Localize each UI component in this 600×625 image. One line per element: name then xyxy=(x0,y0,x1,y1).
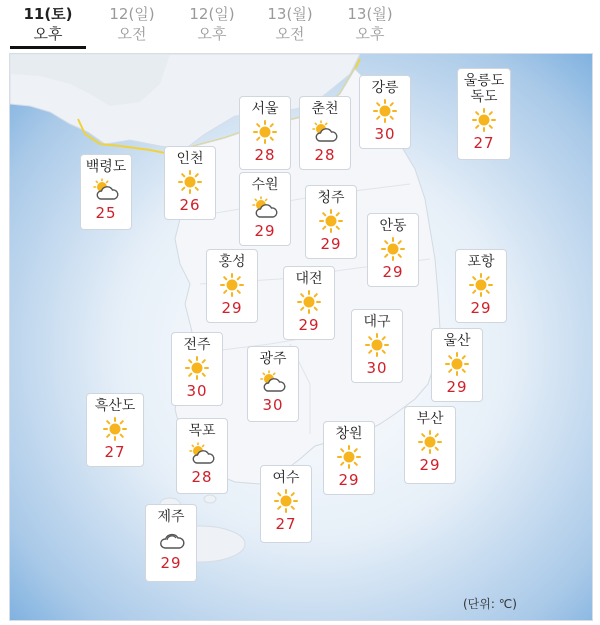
city-temp: 30 xyxy=(366,359,388,377)
city-name: 울릉도 독도 xyxy=(463,73,505,105)
city-temp: 28 xyxy=(254,146,276,164)
tab-period: 오전 xyxy=(117,25,147,43)
city-temp: 29 xyxy=(298,316,320,334)
city-temp: 30 xyxy=(374,125,396,143)
sun-icon xyxy=(445,352,469,376)
city-temp: 27 xyxy=(104,443,126,461)
city-temp: 29 xyxy=(160,554,182,572)
city-name: 대구 xyxy=(363,314,391,330)
city-name: 홍성 xyxy=(218,254,246,270)
tab-period: 오후 xyxy=(197,25,227,43)
tab-day: 13(월) xyxy=(347,5,393,23)
tab-day: 12(일) xyxy=(109,5,155,23)
sun-icon xyxy=(381,237,405,261)
city-card-chuncheon[interactable] xyxy=(299,96,351,170)
city-temp: 29 xyxy=(446,378,468,396)
tab-13-mon-pm[interactable] xyxy=(330,4,410,44)
sun-icon xyxy=(365,333,389,357)
city-temp: 27 xyxy=(473,134,495,152)
partly-cloudy-icon xyxy=(312,120,338,144)
partly-cloudy-icon xyxy=(252,196,278,220)
city-card-hongseong[interactable] xyxy=(206,249,258,323)
city-name: 전주 xyxy=(183,337,211,353)
time-tabs xyxy=(0,0,600,52)
city-name: 청주 xyxy=(317,190,345,206)
city-card-busan[interactable] xyxy=(404,406,456,484)
tab-13-mon-am[interactable] xyxy=(250,4,330,44)
tab-period: 오전 xyxy=(275,25,305,43)
city-card-changwon[interactable] xyxy=(323,421,375,495)
city-name: 대전 xyxy=(295,271,323,287)
city-card-cheongju[interactable] xyxy=(305,185,357,259)
city-card-pohang[interactable] xyxy=(455,249,507,323)
city-name: 흑산도 xyxy=(94,398,136,414)
partly-cloudy-icon xyxy=(189,442,215,466)
sun-icon xyxy=(472,108,496,132)
city-temp: 30 xyxy=(262,396,284,414)
tab-12-sun-pm[interactable] xyxy=(172,4,252,44)
city-temp: 25 xyxy=(95,204,117,222)
city-name: 백령도 xyxy=(85,159,127,175)
city-name: 춘천 xyxy=(311,101,339,117)
sun-icon xyxy=(373,99,397,123)
city-name: 광주 xyxy=(259,351,287,367)
tab-12-sun-am[interactable] xyxy=(92,4,172,44)
city-card-mokpo[interactable] xyxy=(176,418,228,494)
tab-11-sat-pm[interactable] xyxy=(8,4,88,44)
city-card-suwon[interactable] xyxy=(239,172,291,246)
sun-icon xyxy=(185,356,209,380)
sun-icon xyxy=(220,273,244,297)
city-name: 포항 xyxy=(467,254,495,270)
city-card-gangneung[interactable] xyxy=(359,75,411,149)
city-card-andong[interactable] xyxy=(367,213,419,287)
city-name: 인천 xyxy=(176,151,204,167)
city-name: 제주 xyxy=(157,509,185,525)
city-temp: 28 xyxy=(191,468,213,486)
city-card-gwangju[interactable] xyxy=(247,346,299,422)
city-card-seoul[interactable] xyxy=(239,96,291,170)
city-card-heuksando[interactable] xyxy=(86,393,144,467)
city-card-incheon[interactable] xyxy=(164,146,216,220)
city-temp: 29 xyxy=(254,222,276,240)
unit-label: (단위: ℃) xyxy=(463,597,517,611)
city-name: 부산 xyxy=(416,411,444,427)
city-temp: 29 xyxy=(419,456,441,474)
city-temp: 29 xyxy=(221,299,243,317)
city-card-yeosu[interactable] xyxy=(260,465,312,543)
city-temp: 26 xyxy=(179,196,201,214)
partly-cloudy-icon xyxy=(260,370,286,394)
tab-period: 오후 xyxy=(33,25,63,43)
city-temp: 29 xyxy=(470,299,492,317)
city-name: 수원 xyxy=(251,177,279,193)
cloudy-icon xyxy=(157,528,185,552)
tab-day: 12(일) xyxy=(189,5,235,23)
city-card-ulleungdo[interactable] xyxy=(457,68,511,160)
tab-period: 오후 xyxy=(355,25,385,43)
city-name: 목포 xyxy=(188,423,216,439)
city-card-daegu[interactable] xyxy=(351,309,403,383)
tab-day: 13(월) xyxy=(267,5,313,23)
city-temp: 27 xyxy=(275,515,297,533)
sun-icon xyxy=(319,209,343,233)
city-temp: 29 xyxy=(338,471,360,489)
city-temp: 29 xyxy=(382,263,404,281)
sun-icon xyxy=(253,120,277,144)
city-name: 안동 xyxy=(379,218,407,234)
tab-day: 11(토) xyxy=(23,5,73,23)
sun-icon xyxy=(178,170,202,194)
city-name: 강릉 xyxy=(371,80,399,96)
active-tab-indicator xyxy=(10,46,86,49)
city-temp: 30 xyxy=(186,382,208,400)
city-card-ulsan[interactable] xyxy=(431,328,483,402)
city-card-baengnyeongdo[interactable] xyxy=(80,154,132,230)
city-card-jeonju[interactable] xyxy=(171,332,223,406)
city-temp: 28 xyxy=(314,146,336,164)
sun-icon xyxy=(274,489,298,513)
city-name: 서울 xyxy=(251,101,279,117)
city-card-jeju[interactable] xyxy=(145,504,197,582)
sun-icon xyxy=(469,273,493,297)
sun-icon xyxy=(103,417,127,441)
sun-icon xyxy=(297,290,321,314)
city-name: 여수 xyxy=(272,470,300,486)
city-card-daejeon[interactable] xyxy=(283,266,335,340)
city-name: 울산 xyxy=(443,333,471,349)
sun-icon xyxy=(337,445,361,469)
city-name: 창원 xyxy=(335,426,363,442)
city-temp: 29 xyxy=(320,235,342,253)
sun-icon xyxy=(418,430,442,454)
partly-cloudy-icon xyxy=(93,178,119,202)
